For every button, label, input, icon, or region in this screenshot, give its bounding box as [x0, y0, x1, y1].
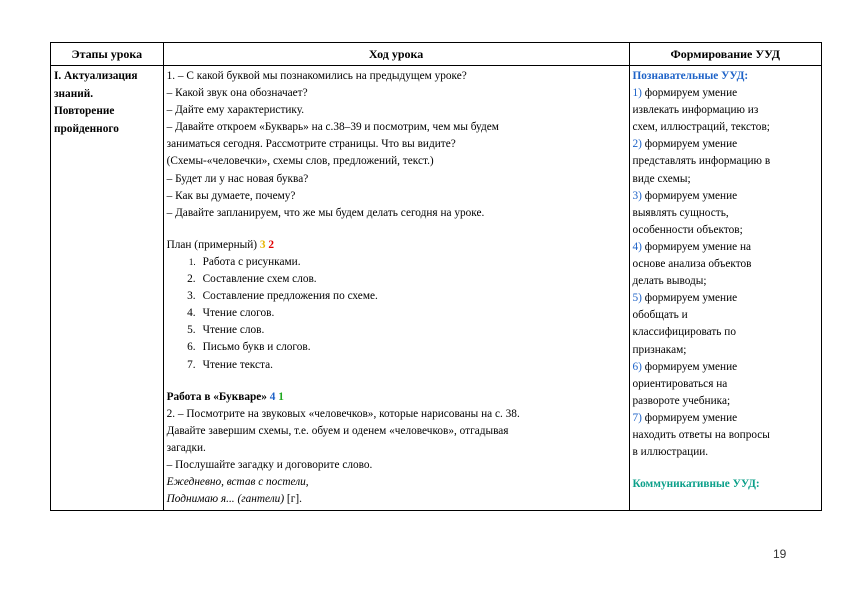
- course-line: (Схемы-«человечки», схемы слов, предложений, текст.): [166, 155, 434, 168]
- uud-item: 3) формируем умение выявлять сущность, особенности объектов;: [632, 189, 743, 236]
- riddle-line: Ежедневно, встав с постели,: [166, 476, 309, 489]
- cognitive-uud-title: Познавательные УУД:: [632, 70, 749, 82]
- plan-marker-yellow: 3: [259, 238, 266, 251]
- course-line: Давайте завершим схемы, т.е. обуем и оденем «человечков», отгадывая: [166, 424, 509, 437]
- work-label: Работа в «Букваре»: [166, 390, 267, 403]
- plan-heading: [167, 237, 626, 254]
- stage-line: Повторение: [54, 105, 115, 118]
- header-row: [51, 43, 822, 66]
- plan-label: План (примерный): [166, 238, 258, 251]
- course-line: – Давайте запланируем, что же мы будем делать сегодня на уроке.: [166, 206, 485, 219]
- plan-list: [167, 254, 626, 374]
- uud-item: 1) формируем умение извлекать информацию из схем, иллюстраций, текстов;: [632, 87, 770, 134]
- uud-item: 5) формируем умение обобщать и классифицировать по признакам;: [632, 292, 738, 356]
- course-line: – Послушайте загадку и договорите слово.: [166, 458, 373, 471]
- uud-item: 2) формируем умение представлять информацию в виде схемы;: [632, 138, 771, 185]
- course-line: загадки.: [166, 441, 206, 454]
- body-row: [51, 66, 822, 511]
- header-uud: Формирование УУД: [629, 43, 822, 66]
- course-line: – Будет ли у нас новая буква?: [166, 172, 309, 185]
- stage-line: пройденного: [54, 122, 119, 135]
- course-line: – Какой звук она обозначает?: [166, 87, 308, 100]
- course-line: – Как вы думаете, почему?: [166, 189, 296, 202]
- course-line: 1. – С какой буквой мы познакомились на предыдущем уроке?: [166, 70, 467, 82]
- plan-marker-red: 2: [268, 238, 275, 251]
- course-line: заниматься сегодня. Рассмотрите страницы. Что вы видите?: [166, 138, 456, 151]
- plan-item: 6. Письмо букв и слогов.: [187, 341, 311, 354]
- communicative-uud-title: Коммуникативные УУД:: [632, 478, 760, 491]
- plan-item: 3. Составление предложения по схеме.: [187, 290, 378, 303]
- course-line: 2. – Посмотрите на звуковых «человечков», которые нарисованы на с. 38.: [166, 407, 520, 420]
- riddle-line: Поднимаю я... (гантели) [г].: [166, 493, 302, 506]
- plan-item: 1. Работа с рисунками.: [188, 255, 301, 268]
- uud-item: 6) формируем умение ориентироваться на развороте учебника;: [632, 360, 738, 407]
- uud-item: 7) формируем умение находить ответы на вопросы в иллюстрации.: [632, 411, 770, 459]
- work-marker-green: 1: [278, 390, 284, 403]
- plan-item: 2. Составление схем слов.: [187, 273, 317, 286]
- work-heading: [167, 389, 626, 406]
- plan-item: 4. Чтение слогов.: [187, 307, 275, 320]
- stage-line: I. Актуализация: [54, 70, 138, 82]
- lesson-table: [50, 42, 822, 511]
- stage-cell: [51, 66, 164, 511]
- page-number: 19: [773, 547, 787, 561]
- stage-line: знаний.: [54, 87, 94, 100]
- work-marker-blue: 4: [269, 390, 276, 403]
- header-course: Ход урока: [163, 43, 629, 66]
- plan-item: 5. Чтение слов.: [187, 324, 265, 337]
- course-line: – Давайте откроем «Букварь» на с.38–39 и посмотрим, чем мы будем: [166, 121, 499, 134]
- plan-item: 7. Чтение текста.: [187, 358, 273, 371]
- header-stages: Этапы урока: [51, 43, 164, 66]
- course-line: – Дайте ему характеристику.: [166, 104, 305, 117]
- uud-item: 4) формируем умение на основе анализа объектов делать выводы;: [632, 240, 752, 288]
- course-cell: [163, 66, 629, 511]
- uud-cell: [629, 66, 822, 511]
